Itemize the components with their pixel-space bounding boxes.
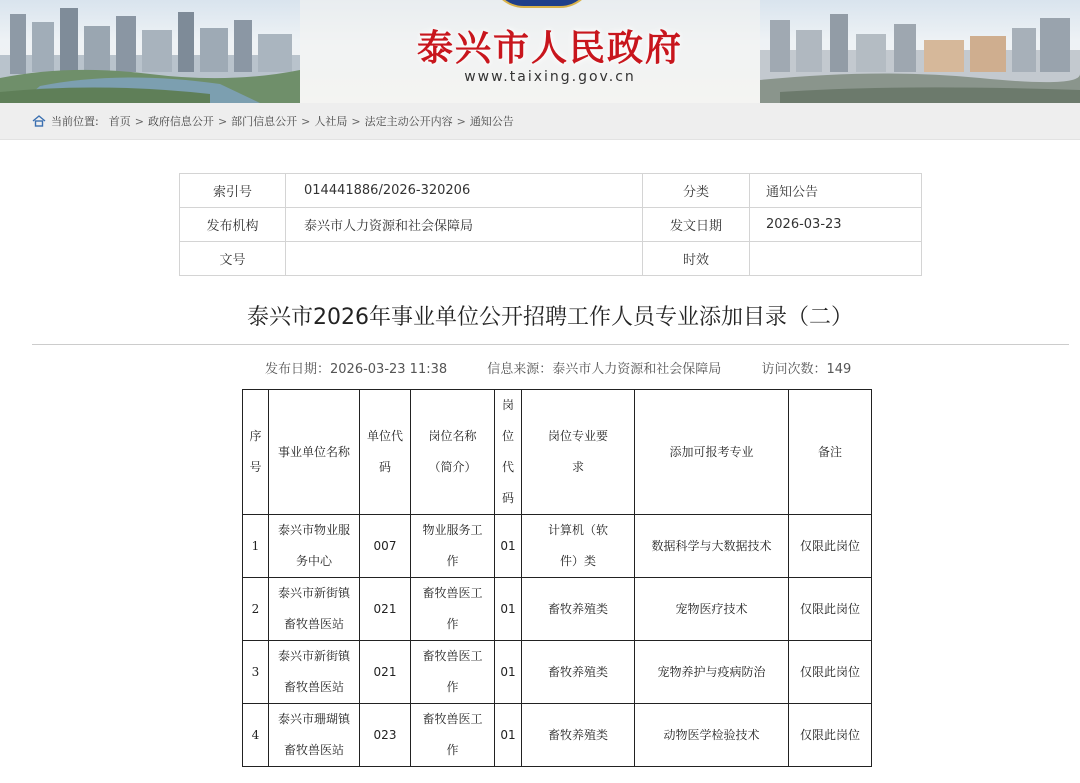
cell-line: 泰兴市新街镇 xyxy=(277,649,350,663)
cell-note: 仅限此岗位 xyxy=(789,515,872,578)
header-line: 岗位专业要 xyxy=(547,429,608,443)
cell-major-req: 畜牧养殖类 xyxy=(522,578,635,641)
validity-value xyxy=(750,242,922,276)
cell-major-req: 畜牧养殖类 xyxy=(522,704,635,767)
category-value: 通知公告 xyxy=(750,174,922,208)
cell-line: 计算机（软 xyxy=(547,523,608,537)
cell-post-code: 01 xyxy=(495,578,522,641)
category-label: 分类 xyxy=(643,174,750,208)
cell-line: 泰兴市新街镇 xyxy=(277,586,350,600)
cell-no: 4 xyxy=(243,704,269,767)
cell-line: 作 xyxy=(446,554,459,568)
header-line: 代 xyxy=(501,460,514,474)
cell-line: 畜牧兽医工 xyxy=(422,586,483,600)
cell-line: 畜牧兽医站 xyxy=(283,680,344,694)
cell-unit-code: 021 xyxy=(360,641,411,704)
breadcrumb-dept-info[interactable]: 部门信息公开 xyxy=(231,115,298,128)
breadcrumb-separator: > xyxy=(351,114,361,128)
cell-unit xyxy=(269,704,360,767)
cell-major-req: 畜牧养殖类 xyxy=(522,641,635,704)
cell-unit xyxy=(269,578,360,641)
meta-row xyxy=(180,208,922,242)
cell-post-code: 01 xyxy=(495,515,522,578)
cell-line: 畜牧兽医站 xyxy=(283,617,344,631)
document-meta-table xyxy=(179,173,922,276)
header-no xyxy=(243,390,269,515)
table-row xyxy=(243,704,872,767)
cell-line: 泰兴市珊瑚镇 xyxy=(277,712,350,726)
header-line: 单位代 xyxy=(366,429,403,443)
header-line: 码 xyxy=(378,460,391,474)
meta-row xyxy=(180,174,922,208)
header-major-req xyxy=(522,390,635,515)
breadcrumb-label: 当前位置: xyxy=(51,115,99,128)
cell-post-code: 01 xyxy=(495,641,522,704)
cell-post xyxy=(411,704,495,767)
cell-unit-code: 023 xyxy=(360,704,411,767)
issue-date-label: 发文日期 xyxy=(643,208,750,242)
header-banner xyxy=(0,0,1080,103)
cell-unit-code: 021 xyxy=(360,578,411,641)
site-url[interactable]: www.taixing.gov.cn xyxy=(464,69,636,85)
cell-no: 2 xyxy=(243,578,269,641)
breadcrumb-gov-info[interactable]: 政府信息公开 xyxy=(147,115,214,128)
cell-post xyxy=(411,515,495,578)
header-line: 码 xyxy=(501,491,514,505)
cell-major-req xyxy=(522,515,635,578)
title-divider xyxy=(32,344,1069,345)
doc-number-label: 文号 xyxy=(180,242,286,276)
cell-line: 作 xyxy=(446,617,459,631)
cell-note: 仅限此岗位 xyxy=(789,641,872,704)
header-added-major xyxy=(635,390,789,515)
validity-label: 时效 xyxy=(643,242,750,276)
cell-added-major: 宠物医疗技术 xyxy=(635,578,789,641)
header-line: 序 xyxy=(249,429,262,443)
table-row xyxy=(243,515,872,578)
meta-row xyxy=(180,242,922,276)
issue-date-value: 2026-03-23 xyxy=(750,208,922,242)
cell-line: 畜牧兽医工 xyxy=(422,712,483,726)
breadcrumb xyxy=(0,103,1080,140)
header-line: 备注 xyxy=(817,444,842,459)
article-info-line xyxy=(265,358,887,377)
site-title[interactable]: 泰兴市人民政府 xyxy=(416,27,683,69)
cell-line: 畜牧兽医站 xyxy=(283,743,344,757)
breadcrumb-statutory-content[interactable]: 法定主动公开内容 xyxy=(364,115,453,128)
header-line: 岗 xyxy=(501,398,514,412)
visit-count: 访问次数：149 xyxy=(761,362,852,377)
cell-note: 仅限此岗位 xyxy=(789,704,872,767)
cell-added-major: 数据科学与大数据技术 xyxy=(635,515,789,578)
index-value: 014441886/2026-320206 xyxy=(286,174,643,208)
cell-line: 件）类 xyxy=(559,554,596,568)
header-line: 岗位名称 xyxy=(428,429,477,443)
breadcrumb-separator: > xyxy=(301,114,311,128)
doc-number-value xyxy=(286,242,643,276)
cell-line: 泰兴市物业服 xyxy=(277,523,350,537)
table-header-row xyxy=(243,390,872,515)
header-post-code xyxy=(495,390,522,515)
header-unit-code xyxy=(360,390,411,515)
article-title: 泰兴市2026年事业单位公开招聘工作人员专业添加目录（二） xyxy=(247,305,853,330)
cell-no: 1 xyxy=(243,515,269,578)
cell-note: 仅限此岗位 xyxy=(789,578,872,641)
home-icon xyxy=(32,114,46,128)
table-row xyxy=(243,578,872,641)
cell-added-major: 宠物养护与疫病防治 xyxy=(635,641,789,704)
index-label: 索引号 xyxy=(180,174,286,208)
cell-unit xyxy=(269,515,360,578)
cell-unit-code: 007 xyxy=(360,515,411,578)
cell-line: 务中心 xyxy=(295,554,332,568)
cell-post-code: 01 xyxy=(495,704,522,767)
major-list-table xyxy=(242,389,872,767)
breadcrumb-notices[interactable]: 通知公告 xyxy=(469,115,514,128)
cell-line: 作 xyxy=(446,743,459,757)
header-line: （简介） xyxy=(428,460,477,474)
header-note xyxy=(789,390,872,515)
info-source: 信息来源：泰兴市人力资源和社会保障局 xyxy=(487,362,722,377)
breadcrumb-hr-bureau[interactable]: 人社局 xyxy=(314,115,348,128)
publisher-value: 泰兴市人力资源和社会保障局 xyxy=(286,208,643,242)
breadcrumb-separator: > xyxy=(217,114,228,128)
cell-post xyxy=(411,578,495,641)
breadcrumb-separator: > xyxy=(456,114,466,128)
publisher-label: 发布机构 xyxy=(180,208,286,242)
cell-line: 物业服务工 xyxy=(422,523,483,537)
cell-unit xyxy=(269,641,360,704)
header-line: 号 xyxy=(249,460,262,474)
cell-post xyxy=(411,641,495,704)
header-line: 位 xyxy=(501,429,514,443)
cell-added-major: 动物医学检验技术 xyxy=(635,704,789,767)
cell-line: 畜牧兽医工 xyxy=(422,649,483,663)
breadcrumb-home[interactable]: 首页 xyxy=(108,115,131,128)
table-row xyxy=(243,641,872,704)
cell-line: 作 xyxy=(446,680,459,694)
publish-date: 发布日期：2026-03-23 11:38 xyxy=(265,362,448,377)
header-line: 求 xyxy=(571,460,584,474)
header-line: 事业单位名称 xyxy=(277,444,350,459)
breadcrumb-separator: > xyxy=(134,114,144,128)
header-unit xyxy=(269,390,360,515)
cell-no: 3 xyxy=(243,641,269,704)
header-post xyxy=(411,390,495,515)
header-line: 添加可报考专业 xyxy=(669,444,754,459)
